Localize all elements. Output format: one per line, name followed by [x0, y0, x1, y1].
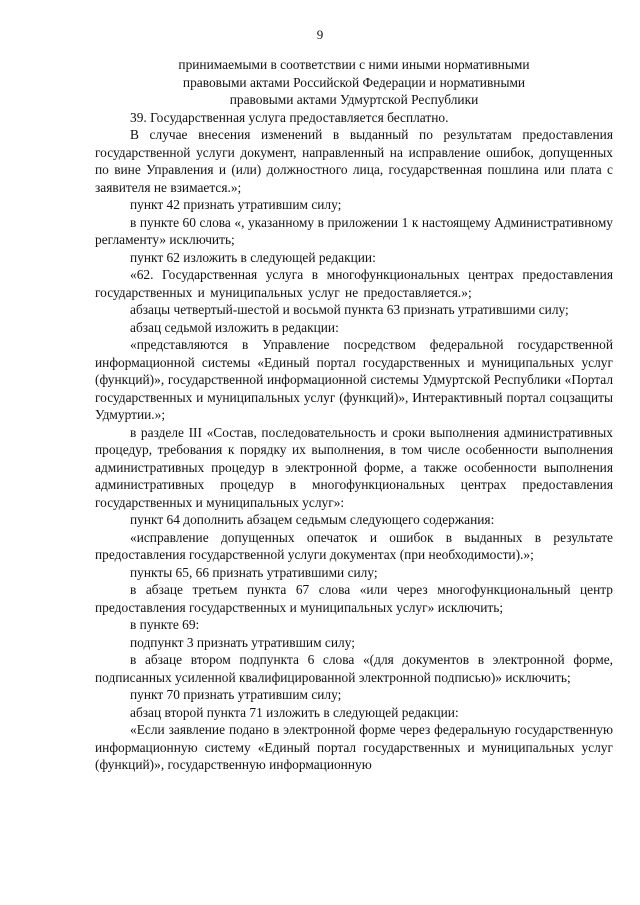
document-body	[95, 56, 613, 774]
paragraph-section-3: в разделе III «Состав, последовательность и сроки выполнения административных процедур, требования к порядку их выполнения, в том числе особенности выполнения административных процедур в электронной форме, а также особенности выполнения административных процедур в многофункциональных центрах предоставления государственных и муниципальных услуг»:	[95, 424, 613, 510]
paragraph: в пункте 60 слова «, указанному в приложении 1 к настоящему Административному регламенту» исключить;	[95, 214, 613, 247]
paragraph: пункт 62 изложить в следующей редакции:	[130, 249, 376, 265]
paragraph: пункт 70 признать утратившим силу;	[130, 687, 342, 702]
page-number: 9	[316, 27, 324, 42]
paragraph: в абзаце третьем пункта 67 слова «или через многофункциональный центр предоставления государственных и муниципальных услуг» исключить;	[95, 582, 613, 615]
paragraph: пункт 64 дополнить абзацем седьмым следующего содержания:	[130, 512, 495, 527]
paragraph-quote: «Если заявление подано в электронной форме через федеральную государственную информационную систему «Единый портал государственных и муниципальных услуг (функций)», государственную информационную	[95, 722, 613, 772]
paragraph-quote-62: «62. Государственная услуга в многофункциональных центрах предоставления государственных и муниципальных услуг не предоставляется.»;	[95, 267, 613, 300]
paragraph-continuation: принимаемыми в соответствии с ними иными нормативными правовыми актами Российской Федерации и нормативными правовыми актами Удмуртской Республики	[178, 57, 530, 107]
paragraph: В случае внесения изменений в выданный по результатам предоставления государственной услуги документ, направленный на исправление ошибок, допущенных по вине Управления и (или) должностного лица, государственная пошлина или плата с заявителя не взимается.»;	[95, 127, 613, 195]
paragraph: абзацы четвертый-шестой и восьмой пункта 63 признать утратившими силу;	[130, 302, 569, 317]
paragraph: пункты 65, 66 признать утратившими силу;	[130, 564, 378, 580]
paragraph: пункт 42 признать утратившим силу;	[130, 197, 342, 212]
paragraph: абзац второй пункта 71 изложить в следующей редакции:	[130, 704, 459, 720]
paragraph: в абзаце втором подпункта 6 слова «(для документов в электронной форме, подписанных усиленной квалифицированной электронной подписью)» исключить;	[95, 652, 613, 685]
paragraph: абзац седьмой изложить в редакции:	[130, 319, 339, 335]
paragraph-quote: «представляются в Управление посредством федеральной государственной информационной системы «Единый портал государственных и муниципальных услуг (функций)», государственной информационной системы Удмуртской Республики «Портал государственных и муниципальных услуг (функций)», Интерактивный портал соцзащиты Удмуртии.»;	[95, 337, 613, 422]
paragraph-quote: «исправление допущенных опечаток и ошибок в выданных в результате предоставления государственной услуги документах (при необходимости).»;	[95, 529, 613, 562]
paragraph-39: 39. Государственная услуга предоставляется бесплатно.	[130, 109, 449, 125]
paragraph: в пункте 69:	[130, 617, 200, 632]
paragraph: подпункт 3 признать утратившим силу;	[130, 634, 355, 650]
